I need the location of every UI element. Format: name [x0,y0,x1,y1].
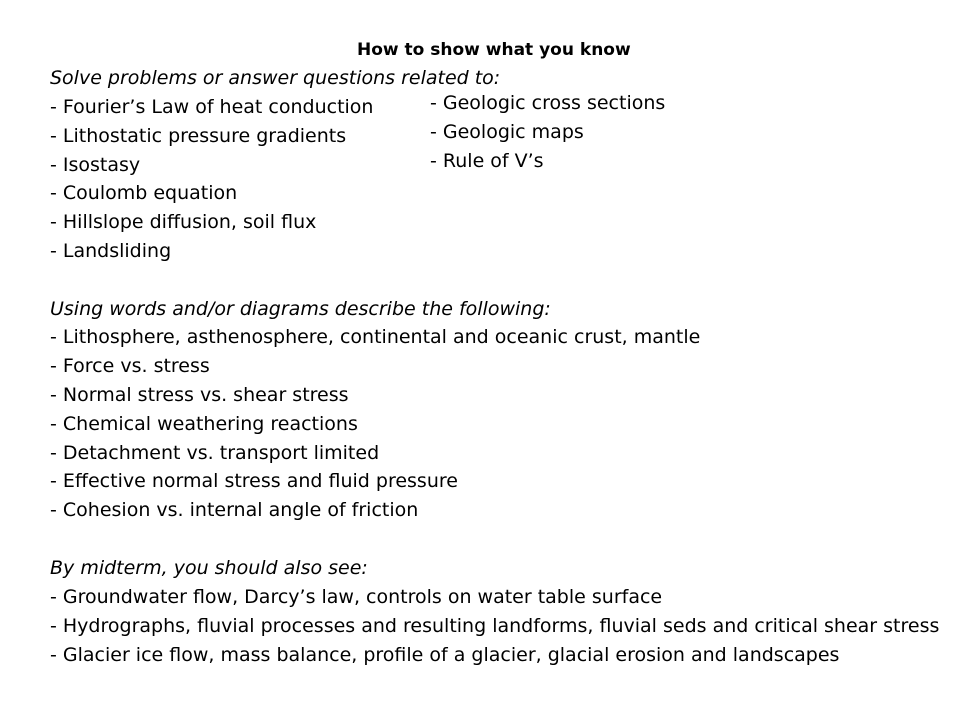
slide-title: How to show what you know [357,40,631,60]
section1-left-item: - Landsliding [50,240,172,262]
section1-left-item: - Coulomb equation [50,182,238,204]
section1-right-item: - Geologic cross sections [430,92,666,114]
section2-item: - Cohesion vs. internal angle of friction [50,499,419,521]
section1-right-item: - Rule of V’s [430,150,544,172]
section1-right-item: - Geologic maps [430,121,584,143]
section1-left-item: - Isostasy [50,154,141,176]
section2-item: - Normal stress vs. shear stress [50,384,349,406]
section1-left-item: - Lithostatic pressure gradients [50,125,347,147]
section2-item: - Lithosphere, asthenosphere, continental and oceanic crust, mantle [50,326,701,348]
section1-left-item: - Hillslope diffusion, soil flux [50,211,317,233]
section3-item: - Glacier ice flow, mass balance, profile of a glacier, glacial erosion and landscapes [50,644,840,666]
section2-item: - Force vs. stress [50,355,210,377]
section1-heading: Solve problems or answer questions related to: [50,67,501,89]
section2-heading: Using words and/or diagrams describe the following: [50,298,551,320]
section3-item: - Groundwater flow, Darcy’s law, controls on water table surface [50,586,663,608]
section1-left-item: - Fourier’s Law of heat conduction [50,96,374,118]
section2-item: - Chemical weathering reactions [50,413,358,435]
section2-item: - Effective normal stress and fluid pressure [50,470,458,492]
section3-item: - Hydrographs, fluvial processes and resulting landforms, fluvial seds and critical shear stress [50,615,940,637]
section3-heading: By midterm, you should also see: [50,557,368,579]
section2-item: - Detachment vs. transport limited [50,442,380,464]
